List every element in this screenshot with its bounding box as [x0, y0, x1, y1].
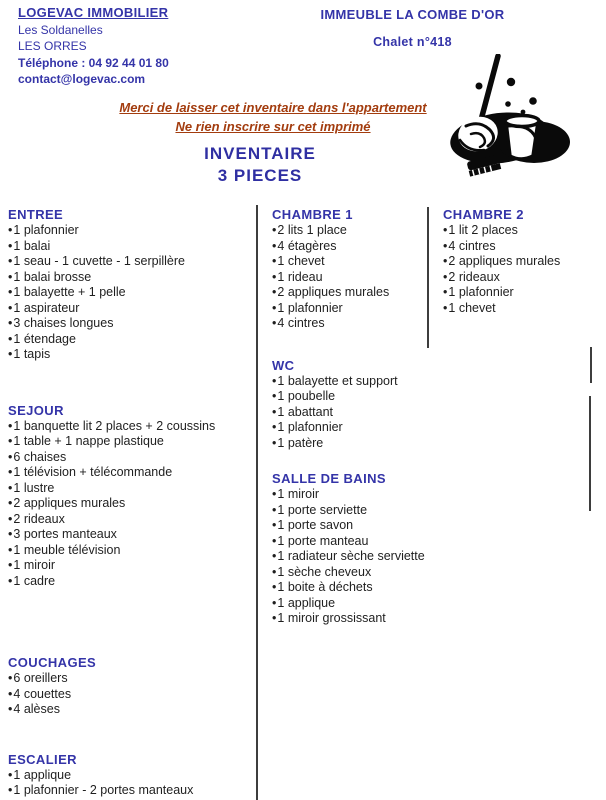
- bullet-icon: •: [8, 573, 13, 588]
- bullet-icon: •: [272, 238, 277, 253]
- column-3: [443, 207, 601, 316]
- bullet-icon: •: [8, 418, 13, 433]
- inventory-item: •1 table + 1 nappe plastique: [8, 434, 164, 448]
- item-list: [8, 671, 254, 718]
- inventory-item: •2 rideaux: [443, 269, 500, 284]
- inventory-item: •4 étagères: [272, 238, 337, 253]
- bullet-icon: •: [272, 502, 277, 517]
- item-list: [8, 768, 254, 799]
- column-1: [8, 207, 254, 799]
- inventory-item: •3 portes manteaux: [8, 527, 117, 541]
- bullet-icon: •: [8, 347, 13, 361]
- inventory-item: •1 boite à déchets: [272, 580, 373, 594]
- bullet-icon: •: [8, 511, 13, 526]
- section-entree: [8, 207, 254, 363]
- column-divider-1: [256, 205, 258, 800]
- item-list: [8, 223, 254, 363]
- inventory-item: •4 alèses: [8, 702, 60, 716]
- bullet-icon: •: [8, 285, 13, 299]
- inventory-item: •1 plafonnier: [8, 223, 79, 237]
- section-title: COUCHAGES: [8, 655, 97, 670]
- inventory-item: •1 abattant: [272, 404, 333, 419]
- bullet-icon: •: [443, 223, 448, 237]
- title-line-1: INVENTAIRE: [204, 144, 316, 163]
- item-list: [272, 374, 442, 452]
- section-title: WC: [272, 357, 295, 373]
- cleaning-mop-and-bucket-icon: [438, 54, 590, 186]
- company-city: LES ORRES: [18, 39, 87, 53]
- inventory-item: •3 chaises longues: [8, 316, 114, 330]
- inventory-item: •1 applique: [272, 595, 336, 610]
- bullet-icon: •: [272, 533, 277, 548]
- notice-line-2: Ne rien inscrire sur cet imprimé: [175, 119, 371, 134]
- bullet-icon: •: [8, 496, 13, 510]
- bullet-icon: •: [8, 527, 13, 541]
- bullet-icon: •: [272, 611, 277, 625]
- inventory-item: •1 porte savon: [272, 518, 354, 532]
- section-chambre-2: [443, 207, 601, 316]
- bullet-icon: •: [272, 404, 277, 419]
- inventory-item: •1 rideau: [272, 269, 323, 284]
- document-title: [105, 143, 415, 187]
- inventory-item: •6 chaises: [8, 449, 67, 464]
- inventory-item: •2 appliques murales: [272, 285, 390, 299]
- bullet-icon: •: [8, 767, 13, 782]
- bullet-icon: •: [8, 558, 13, 572]
- bullet-icon: •: [272, 518, 277, 532]
- inventory-item: •1 miroir: [8, 558, 56, 572]
- building-header: [300, 7, 525, 49]
- bullet-icon: •: [443, 254, 448, 268]
- section-salle-de-bains: [272, 471, 442, 627]
- bullet-icon: •: [272, 549, 277, 563]
- inventory-item: •1 balayette et support: [272, 373, 398, 388]
- inventory-item: •1 balai brosse: [8, 269, 92, 284]
- inventory-item: •1 cadre: [8, 573, 56, 588]
- inventory-item: •4 couettes: [8, 686, 72, 701]
- bullet-icon: •: [272, 223, 277, 237]
- inventory-item: •4 cintres: [443, 238, 496, 253]
- right-edge-line-2: [589, 396, 591, 511]
- notice-line-1: Merci de laisser cet inventaire dans l'appartement: [119, 100, 427, 115]
- inventory-item: •1 poubelle: [272, 389, 336, 403]
- inventory-item: •1 plafonnier: [272, 300, 343, 315]
- inventory-item: •1 tapis: [8, 347, 51, 361]
- right-edge-line-1: [590, 347, 592, 383]
- inventory-item: •4 cintres: [272, 316, 325, 330]
- title-line-2: 3 PIECES: [217, 166, 303, 185]
- section-couchages: [8, 655, 254, 718]
- section-escalier: [8, 752, 254, 799]
- bullet-icon: •: [8, 331, 13, 346]
- bullet-icon: •: [272, 254, 277, 268]
- bullet-icon: •: [8, 686, 13, 701]
- inventory-item: •1 plafonnier - 2 portes manteaux: [8, 783, 194, 797]
- bullet-icon: •: [8, 269, 13, 284]
- inventory-item: •1 étendage: [8, 331, 76, 346]
- bullet-icon: •: [272, 269, 277, 284]
- inventory-item: •1 plafonnier: [443, 285, 514, 299]
- inventory-item: •1 seau - 1 cuvette - 1 serpillère: [8, 254, 186, 268]
- inventory-item: •1 miroir: [272, 487, 320, 501]
- bullet-icon: •: [8, 238, 13, 253]
- bullet-icon: •: [272, 316, 277, 330]
- building-unit: Chalet n°418: [373, 35, 452, 49]
- bullet-icon: •: [8, 316, 13, 330]
- inventory-item: •1 miroir grossissant: [272, 611, 386, 625]
- inventory-item: •1 balayette + 1 pelle: [8, 285, 126, 299]
- bullet-icon: •: [272, 580, 277, 594]
- section-title: SEJOUR: [8, 402, 64, 418]
- inventory-item: •1 lit 2 places: [443, 223, 518, 237]
- bullet-icon: •: [443, 238, 448, 253]
- bullet-icon: •: [443, 269, 448, 284]
- inventory-item: •2 lits 1 place: [272, 223, 347, 237]
- inventory-item: •1 plafonnier: [272, 420, 343, 434]
- inventory-item: •1 sèche cheveux: [272, 564, 372, 579]
- inventory-item: •1 porte serviette: [272, 502, 368, 517]
- section-chambre-1: [272, 207, 442, 332]
- section-title: SALLE DE BAINS: [272, 471, 386, 486]
- item-list: [272, 487, 442, 627]
- bullet-icon: •: [8, 542, 13, 557]
- bullet-icon: •: [272, 420, 277, 434]
- bullet-icon: •: [272, 595, 277, 610]
- item-list: [443, 223, 601, 316]
- notice: [108, 98, 438, 136]
- inventory-item: •2 appliques murales: [443, 254, 561, 268]
- bullet-icon: •: [443, 300, 448, 315]
- section-title: CHAMBRE 2: [443, 207, 524, 222]
- bullet-icon: •: [8, 783, 13, 797]
- bullet-icon: •: [8, 449, 13, 464]
- inventory-item: •1 meuble télévision: [8, 542, 121, 557]
- bullet-icon: •: [8, 434, 13, 448]
- bullet-icon: •: [272, 373, 277, 388]
- bullet-icon: •: [272, 300, 277, 315]
- bullet-icon: •: [8, 702, 13, 716]
- bullet-icon: •: [272, 285, 277, 299]
- item-list: [272, 223, 442, 332]
- inventory-item: •1 lustre: [8, 480, 55, 495]
- bullet-icon: •: [443, 285, 448, 299]
- section-title: ENTREE: [8, 207, 64, 222]
- company-email: contact@logevac.com: [18, 72, 146, 86]
- building-name: IMMEUBLE LA COMBE D'OR: [320, 7, 505, 22]
- company-name: LOGEVAC IMMOBILIER: [18, 5, 169, 20]
- item-list: [8, 419, 254, 590]
- bullet-icon: •: [8, 223, 13, 237]
- bullet-icon: •: [8, 300, 13, 315]
- company-phone: Téléphone : 04 92 44 01 80: [18, 55, 169, 70]
- inventory-item: •2 rideaux: [8, 511, 65, 526]
- inventory-item: •1 aspirateur: [8, 300, 80, 315]
- column-2: [272, 207, 442, 627]
- inventory-item: •1 chevet: [443, 300, 496, 315]
- bullet-icon: •: [8, 480, 13, 495]
- company-header: [18, 5, 169, 88]
- bullet-icon: •: [272, 389, 277, 403]
- bullet-icon: •: [272, 564, 277, 579]
- inventory-item: •1 patère: [272, 435, 324, 450]
- inventory-item: •1 radiateur sèche serviette: [272, 549, 425, 563]
- inventory-item: •1 télévision + télécommande: [8, 465, 173, 479]
- inventory-item: •1 porte manteau: [272, 533, 369, 548]
- inventory-item: •1 banquette lit 2 places + 2 coussins: [8, 418, 216, 433]
- bullet-icon: •: [272, 435, 277, 450]
- inventory-item: •1 applique: [8, 767, 72, 782]
- bullet-icon: •: [272, 487, 277, 501]
- inventory-item: •1 chevet: [272, 254, 325, 268]
- section-wc: [272, 358, 442, 452]
- section-title: ESCALIER: [8, 751, 77, 767]
- inventory-item: •1 balai: [8, 238, 51, 253]
- bullet-icon: •: [8, 465, 13, 479]
- bullet-icon: •: [8, 254, 13, 268]
- bullet-icon: •: [8, 671, 13, 685]
- inventory-item: •6 oreillers: [8, 671, 68, 685]
- company-residence: Les Soldanelles: [18, 22, 103, 37]
- section-title: CHAMBRE 1: [272, 207, 353, 222]
- section-sejour: [8, 403, 254, 590]
- inventory-item: •2 appliques murales: [8, 496, 126, 510]
